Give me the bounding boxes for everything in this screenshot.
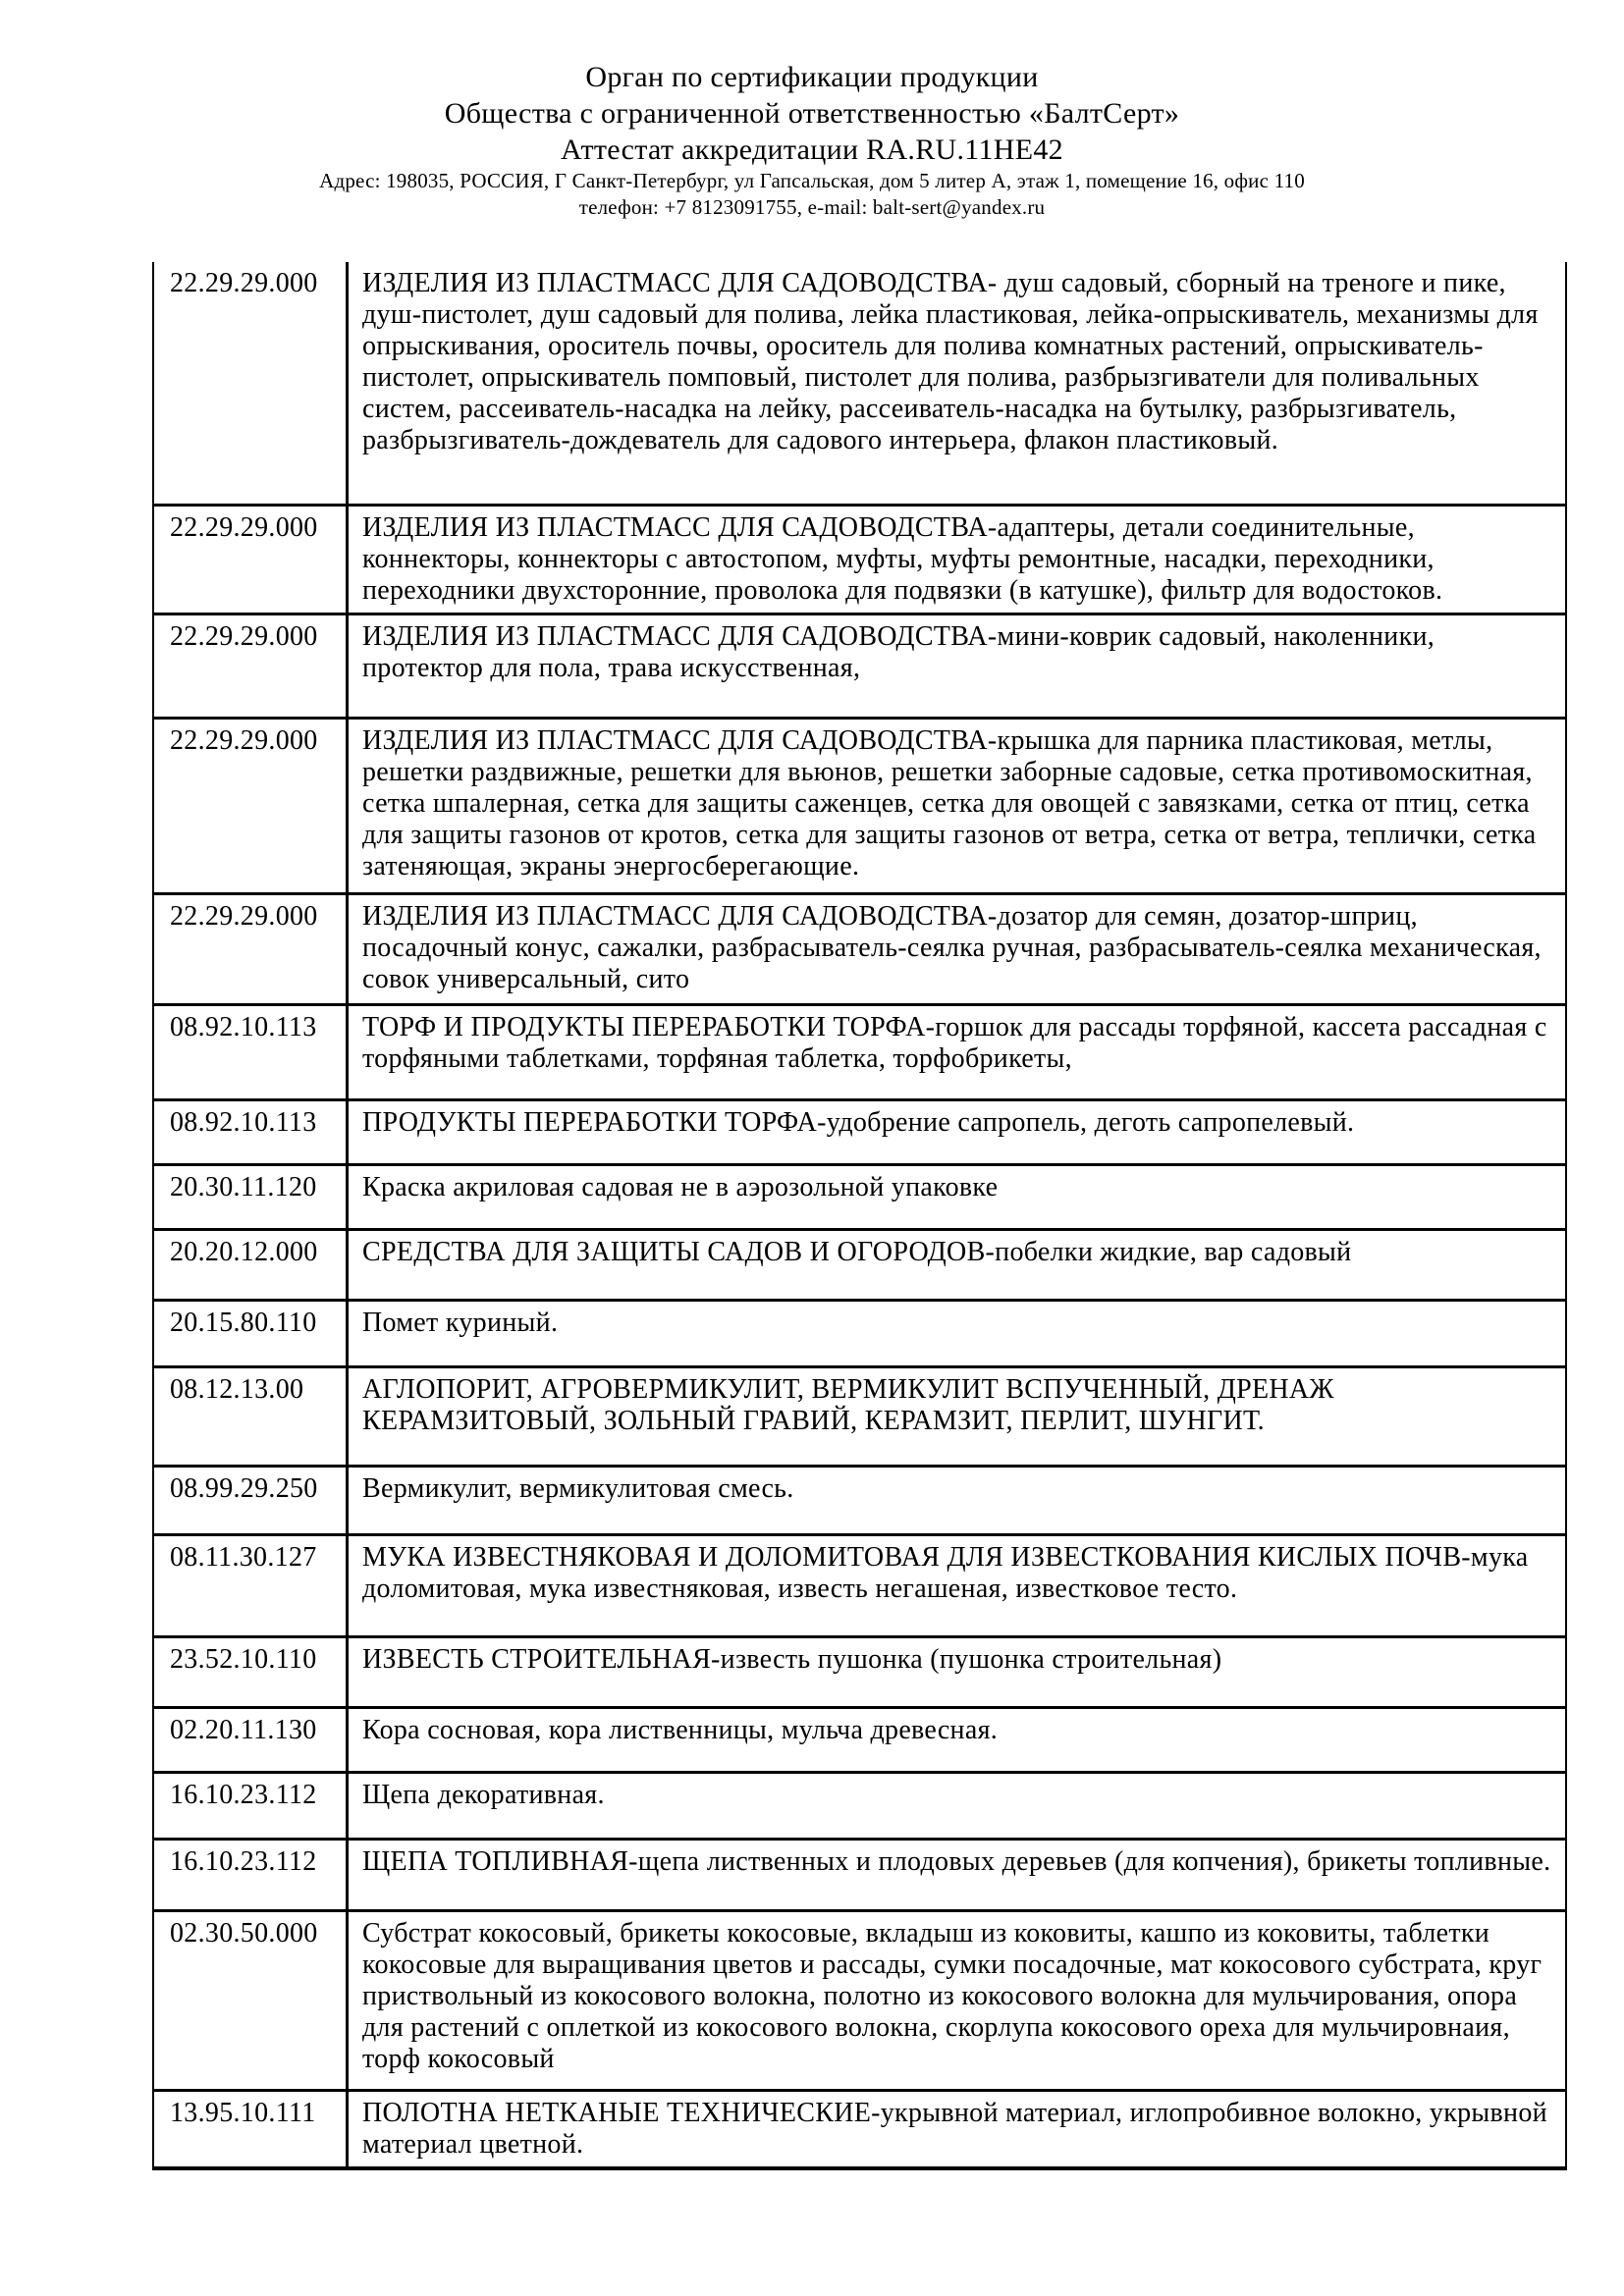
- description-cell: ИЗВЕСТЬ СТРОИТЕЛЬНАЯ-известь пушонка (пушонка строительная): [362, 1644, 1222, 1675]
- code-cell: 22.29.29.000: [154, 720, 349, 892]
- description-cell: ИЗДЕЛИЯ ИЗ ПЛАСТМАСС ДЛЯ САДОВОДСТВА- душ садовый, сборный на треноге и пике, душ-пистолет, душ садовый для полива, лейка пластиковая, лейка-опрыскиватель, механизмы для опрыскивания, ороситель почвы, ороситель для полива комнатных растений, опрыскиватель-пистолет, опрыскиватель помповый, пистолет для полива, разбрызгиватели для поливальных систем, рассеиватель-насадка на лейку, рассеиватель-насадка на бутылку, разбрызгиватель, разбрызгиватель-дождеватель для садового интерьера, флакон пластиковый.: [362, 268, 1539, 455]
- code-cell: 08.11.30.127: [154, 1536, 349, 1635]
- description-cell: ИЗДЕЛИЯ ИЗ ПЛАСТМАСС ДЛЯ САДОВОДСТВА-крышка для парника пластиковая, метлы, решетки раздвижные, решетки для вьюнов, решетки заборные садовые, сетка противомоскитная, сетка шпалерная, сетка для защиты саженцев, сетка для овощей с завязками, сетка от птиц, сетка для защиты газонов от кротов, сетка для защиты газонов от ветра, сетка от ветра, теплички, сетка затеняющая, экраны энергосберегающие.: [362, 725, 1537, 881]
- code-cell: 08.99.29.250: [154, 1468, 349, 1533]
- table-row: [154, 1909, 1565, 2089]
- description-cell: ЩЕПА ТОПЛИВНАЯ-щепа лиственных и плодовых деревьев (для копчения), брикеты топливные.: [362, 1846, 1551, 1877]
- table-row: [154, 717, 1565, 892]
- table-row: [154, 1465, 1565, 1533]
- code-cell: 23.52.10.110: [154, 1638, 349, 1706]
- code-cell: 22.29.29.000: [154, 507, 349, 613]
- table-row: [154, 1635, 1565, 1706]
- code-cell: 08.12.13.00: [154, 1368, 349, 1465]
- table-row: [154, 613, 1565, 717]
- products-table: [152, 262, 1567, 2170]
- code-cell: 08.92.10.113: [154, 1006, 349, 1098]
- description-cell: Краска акриловая садовая не в аэрозольной упаковке: [362, 1172, 999, 1202]
- code-cell: 16.10.23.112: [154, 1841, 349, 1909]
- description-cell: Щепа декоративная.: [362, 1780, 605, 1810]
- description-cell: Помет куриный.: [362, 1308, 559, 1338]
- code-cell: 22.29.29.000: [154, 895, 349, 1003]
- table-row: [154, 1228, 1565, 1299]
- code-cell: 22.29.29.000: [154, 615, 349, 717]
- description-cell: Вермикулит, вермикулитовая смесь.: [362, 1473, 794, 1504]
- table-row: [154, 1163, 1565, 1228]
- document-header: [0, 0, 1624, 221]
- contact-line: телефон: +7 8123091755, e-mail: balt-sert@yandex.ru: [578, 195, 1046, 219]
- code-cell: 22.29.29.000: [154, 262, 349, 504]
- table-row: [154, 1098, 1565, 1163]
- description-cell: ИЗДЕЛИЯ ИЗ ПЛАСТМАСС ДЛЯ САДОВОДСТВА-дозатор для семян, дозатор-шприц, посадочный конус, сажалки, разбрасыватель-сеялка ручная, разбрасыватель-сеялка механическая, совок универсальный, сито: [362, 901, 1542, 994]
- code-cell: 20.15.80.110: [154, 1302, 349, 1365]
- code-cell: 13.95.10.111: [154, 2092, 349, 2166]
- address-line: Адрес: 198035, РОССИЯ, Г Санкт-Петербург, ул Гапсальская, дом 5 литер А, этаж 1, помещение 16, офис 110: [319, 169, 1305, 192]
- description-cell: ИЗДЕЛИЯ ИЗ ПЛАСТМАСС ДЛЯ САДОВОДСТВА-адаптеры, детали соединительные, коннекторы, коннекторы с автостопом, муфты, муфты ремонтные, насадки, переходники, переходники двухсторонние, проволока для подвязки (в катушке), фильтр для водостоков.: [362, 512, 1443, 606]
- description-cell: МУКА ИЗВЕСТНЯКОВАЯ И ДОЛОМИТОВАЯ ДЛЯ ИЗВЕСТКОВАНИЯ КИСЛЫХ ПОЧВ-мука доломитовая, мука известняковая, известь негашеная, известковое тесто.: [362, 1542, 1529, 1604]
- code-cell: 02.20.11.130: [154, 1709, 349, 1771]
- description-cell: СРЕДСТВА ДЛЯ ЗАЩИТЫ САДОВ И ОГОРОДОВ-побелки жидкие, вар садовый: [362, 1237, 1352, 1267]
- description-cell: ПРОДУКТЫ ПЕРЕРАБОТКИ ТОРФА-удобрение сапропель, деготь сапропелевый.: [362, 1107, 1355, 1138]
- table-row: [154, 262, 1565, 504]
- org-title-line-1: Орган по сертификации продукции: [585, 61, 1039, 93]
- table-row: [154, 1533, 1565, 1635]
- code-cell: 02.30.50.000: [154, 1912, 349, 2089]
- table-row: [154, 1706, 1565, 1771]
- table-row: [154, 504, 1565, 613]
- code-cell: 20.30.11.120: [154, 1166, 349, 1228]
- table-row: [154, 1771, 1565, 1838]
- table-row: [154, 892, 1565, 1003]
- description-cell: Кора сосновая, кора лиственницы, мульча древесная.: [362, 1715, 999, 1745]
- accreditation-line: Аттестат аккредитации RA.RU.11HE42: [561, 133, 1063, 166]
- description-cell: АГЛОПОРИТ, АГРОВЕРМИКУЛИТ, ВЕРМИКУЛИТ ВСПУЧЕННЫЙ, ДРЕНАЖ КЕРАМЗИТОВЫЙ, ЗОЛЬНЫЙ ГРАВИЙ, КЕРАМЗИТ, ПЕРЛИТ, ШУНГИТ.: [362, 1374, 1334, 1436]
- table-row: [154, 1838, 1565, 1909]
- org-title-line-2: Общества с ограниченной ответственностью «БалтСерт»: [444, 97, 1180, 130]
- description-cell: ТОРФ И ПРОДУКТЫ ПЕРЕРАБОТКИ ТОРФА-горшок для рассады торфяной, кассета рассадная с торфяными таблетками, торфяная таблетка, торфобрикеты,: [362, 1012, 1547, 1074]
- table-row: [154, 1299, 1565, 1365]
- description-cell: Субстрат кокосовый, брикеты кокосовые, вкладыш из коковиты, кашпо из коковиты, таблетки кокосовые для выращивания цветов и рассады, сумки посадочные, мат кокосового субстрата, круг приствольный из кокосового волокна, полотно из кокосового волокна для мульчирования, опора для растений с оплеткой из кокосового волокна, скорлупа кокосового ореха для мульчировнаия, торф кокосовый: [362, 1918, 1543, 2074]
- description-cell: ПОЛОТНА НЕТКАНЫЕ ТЕХНИЧЕСКИЕ-укрывной материал, иглопробивное волокно, укрывной материал цветной.: [362, 2098, 1547, 2160]
- code-cell: 20.20.12.000: [154, 1231, 349, 1299]
- code-cell: 16.10.23.112: [154, 1774, 349, 1838]
- description-cell: ИЗДЕЛИЯ ИЗ ПЛАСТМАСС ДЛЯ САДОВОДСТВА-мини-коврик садовый, наколенники, протектор для пола, трава искусственная,: [362, 621, 1435, 683]
- table-row: [154, 2089, 1565, 2166]
- code-cell: 08.92.10.113: [154, 1101, 349, 1163]
- table-row: [154, 1003, 1565, 1098]
- table-row: [154, 1365, 1565, 1465]
